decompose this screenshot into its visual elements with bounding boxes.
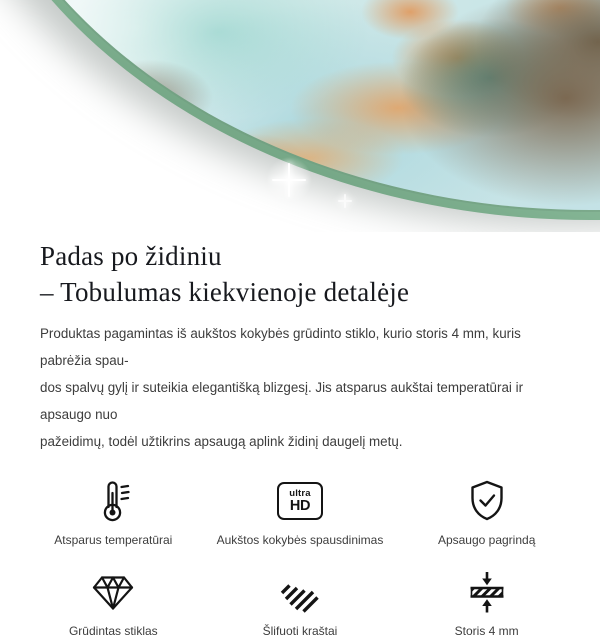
ultra-hd-icon (277, 476, 323, 526)
product-description (40, 320, 560, 455)
description-line: Produktas pagamintas iš aukštos kokybės grūdinto stiklo, kurio storis 4 mm, kuris pabrėžia spau- (40, 326, 521, 368)
thermometer-icon (93, 476, 133, 526)
diamond-icon (89, 567, 137, 617)
description-line: dos spalvų gylį ir suteikia elegantišką blizgesį. Jis atsparus aukštai temperatūrai ir apsaugo nuo (40, 380, 524, 422)
thickness-icon (465, 567, 509, 617)
feature-label: Aukštos kokybės spausdinimas (216, 533, 384, 547)
ultra-hd-icon-text-bottom: HD (289, 498, 311, 514)
feature-polished-edges (207, 567, 394, 638)
feature-label: Apsaugo pagrindą (437, 533, 536, 547)
feature-thickness (393, 567, 580, 638)
polished-edges-icon (276, 567, 324, 617)
page-title (40, 238, 560, 310)
product-image (0, 0, 600, 232)
feature-label: Šlifuoti kraštai (262, 624, 338, 638)
feature-grid (20, 476, 580, 638)
feature-protects-base (393, 476, 580, 547)
page-title-line1: Padas po židiniu (40, 241, 222, 271)
feature-tempered-glass (20, 567, 207, 638)
ultra-hd-icon-text-top: ultra (289, 487, 311, 499)
feature-label: Atsparus temperatūrai (54, 533, 173, 547)
feature-print-quality (207, 476, 394, 547)
feature-label: Grūdintas stiklas (68, 624, 158, 638)
description-line: pažeidimų, todėl užtikrins apsaugą aplink židinį daugelį metų. (40, 434, 403, 449)
page-title-line2: – Tobulumas kiekvienoje detalėje (40, 277, 410, 307)
shield-check-icon (465, 476, 509, 526)
feature-heat-resistant (20, 476, 207, 547)
feature-label: Storis 4 mm (454, 624, 519, 638)
